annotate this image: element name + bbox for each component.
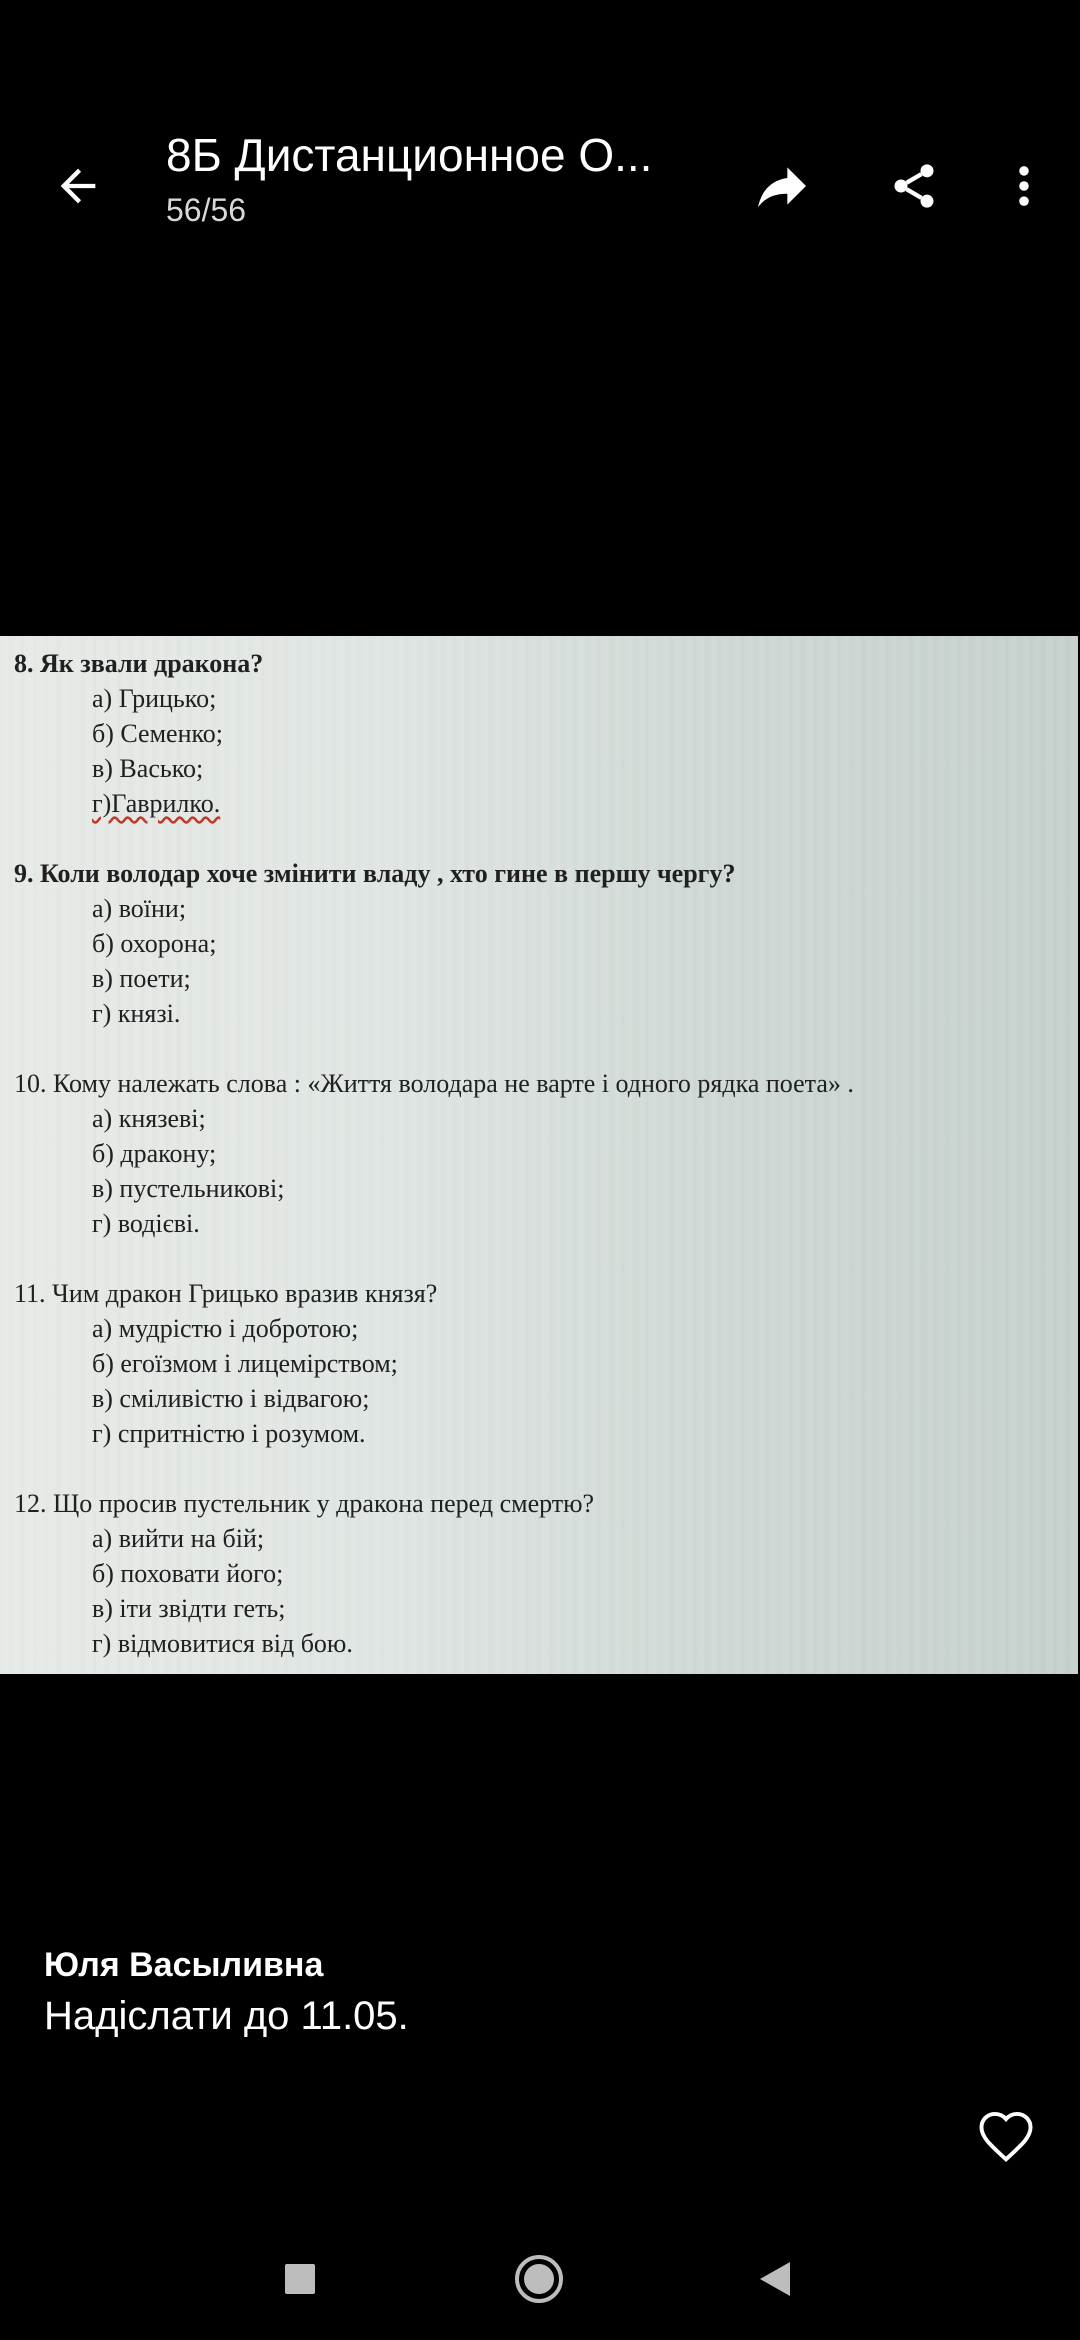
more-options-button[interactable] <box>986 148 1062 224</box>
option-b: б) дракону; <box>92 1139 217 1168</box>
square-icon <box>283 2262 317 2296</box>
option-d: г) водієві. <box>92 1209 200 1238</box>
like-button[interactable] <box>970 2104 1042 2168</box>
question-text: 10. Кому належать слова : «Життя володара не варте і одного рядка поета» . <box>14 1069 854 1098</box>
option-a: а) воїни; <box>92 894 187 923</box>
question-11 <box>14 1276 1068 1451</box>
arrow-left-icon <box>52 160 104 212</box>
more-vertical-icon <box>998 160 1050 212</box>
question-text: 9. Коли володар хоче змінити владу , хто гине в першу чергу? <box>14 859 736 888</box>
quiz-document <box>14 646 1068 1674</box>
options-list <box>14 1521 1068 1661</box>
option-b: б) егоїзмом і лицемірством; <box>92 1349 398 1378</box>
image-counter: 56/56 <box>166 192 247 228</box>
options-list <box>14 891 1068 1031</box>
option-d: г)Гаврилко. <box>92 789 221 818</box>
options-list <box>14 1311 1068 1451</box>
question-text: 12. Що просив пустельник у дракона перед смертю? <box>14 1489 595 1518</box>
share-icon <box>888 160 940 212</box>
option-b: б) поховати його; <box>92 1559 284 1588</box>
circle-icon <box>513 2253 565 2305</box>
options-list <box>14 1101 1068 1241</box>
forward-arrow-icon <box>750 154 814 218</box>
system-nav-bar <box>0 2220 1080 2340</box>
option-d: г) відмовитися від бою. <box>92 1629 353 1658</box>
recents-button[interactable] <box>255 2244 345 2314</box>
back-nav-button[interactable] <box>730 2244 820 2314</box>
triangle-back-icon <box>756 2259 794 2299</box>
post-author: Юля Васыливна <box>44 1946 324 1984</box>
option-d: г) спритністю і розумом. <box>92 1419 366 1448</box>
heart-outline-icon <box>976 2109 1036 2163</box>
question-9 <box>14 856 1068 1031</box>
option-a: а) Грицько; <box>92 684 217 713</box>
question-text: 11. Чим дракон Грицько вразив князя? <box>14 1279 438 1308</box>
document-photo[interactable] <box>0 636 1078 1674</box>
question-text: 8. Як звали дракона? <box>14 649 264 678</box>
option-c: в) Васько; <box>92 754 204 783</box>
question-12 <box>14 1486 1068 1661</box>
question-8 <box>14 646 1068 821</box>
back-button[interactable] <box>40 148 116 224</box>
options-list <box>14 681 1068 821</box>
option-d: г) князі. <box>92 999 181 1028</box>
top-app-bar <box>0 120 1080 240</box>
option-a: а) мудрістю і добротою; <box>92 1314 359 1343</box>
option-a: а) князеві; <box>92 1104 206 1133</box>
forward-button[interactable] <box>744 148 820 224</box>
post-message: Надіслати до 11.05. <box>44 1994 409 2038</box>
option-c: в) пустельникові; <box>92 1174 285 1203</box>
home-button[interactable] <box>494 2244 584 2314</box>
album-title: 8Б Дистанционное О... <box>166 129 653 181</box>
option-c: в) іти звідти геть; <box>92 1594 286 1623</box>
share-button[interactable] <box>876 148 952 224</box>
option-c: в) поети; <box>92 964 191 993</box>
option-a: а) вийти на бій; <box>92 1524 265 1553</box>
option-b: б) Семенко; <box>92 719 224 748</box>
question-10 <box>14 1066 1068 1241</box>
option-c: в) сміливістю і відвагою; <box>92 1384 370 1413</box>
option-b: б) охорона; <box>92 929 217 958</box>
